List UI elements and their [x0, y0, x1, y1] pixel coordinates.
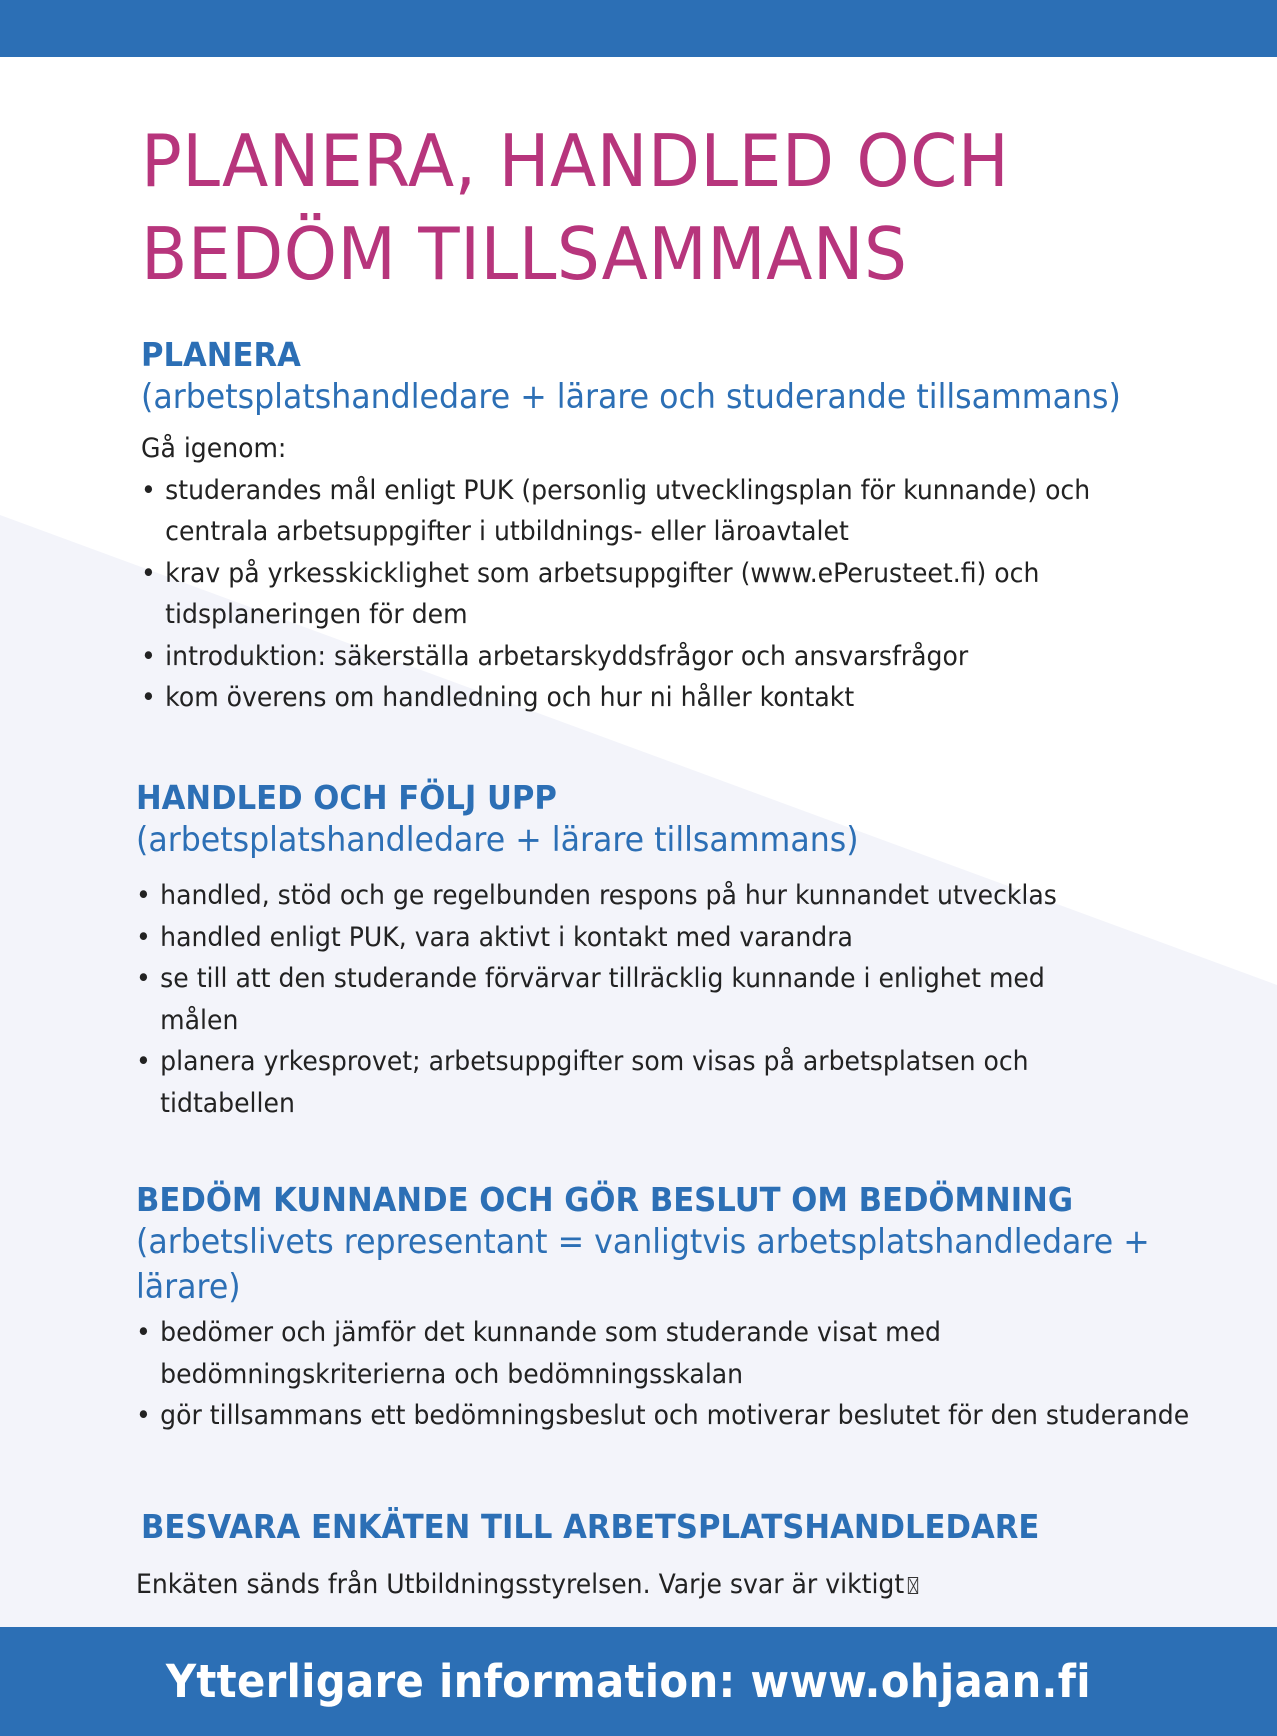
list-item — [136, 1041, 1057, 1124]
section-handled — [136, 778, 1126, 1124]
list-item-text: studerandes mål enligt PUK (personlig utvecklingsplan för kunnande) och — [165, 474, 1091, 506]
list-item — [136, 958, 1057, 1041]
page-title — [141, 115, 1009, 301]
bullet-icon: • — [141, 640, 156, 672]
bullet-list — [141, 470, 1121, 719]
list-item-text: introduktion: säkerställa arbetarskyddsfrågor och ansvarsfrågor — [165, 640, 969, 672]
survey-body — [136, 1564, 918, 1606]
list-item-text: centrala arbetsuppgifter i utbildnings- eller läroavtalet — [165, 516, 849, 547]
bullet-icon: • — [136, 1046, 151, 1077]
bullet-list — [136, 1312, 1189, 1437]
bullet-icon: • — [141, 682, 156, 713]
list-item-text: planera yrkesprovet; arbetsuppgifter som visas på arbetsplatsen och — [160, 1046, 1029, 1077]
bullet-icon: • — [141, 474, 156, 506]
footer-info-link-text: Ytterligare information: www.ohjaan.fi — [165, 1655, 1092, 1708]
section-body — [136, 875, 1057, 1124]
section-body — [141, 428, 1121, 719]
survey-body-text: Enkäten sänds från Utbildningsstyrelsen. Varje svar är viktigt — [136, 1569, 905, 1600]
title-line-1: PLANERA, HANDLED OCH — [141, 119, 1010, 203]
list-item — [136, 1312, 1189, 1395]
bullet-icon: • — [136, 921, 151, 953]
list-item-text: kom överens om handledning och hur ni håller kontakt — [165, 682, 855, 713]
section-subheading: (arbetsplatshandledare + lärare tillsammans) — [136, 820, 859, 860]
missing-glyph-icon — [908, 1577, 918, 1594]
bullet-list — [136, 875, 1057, 1124]
list-item-text: handled enligt PUK, vara aktivt i kontakt med varandra — [160, 921, 853, 953]
bullet-icon: • — [136, 1400, 151, 1431]
list-item-text: tidsplaneringen för dem — [165, 599, 468, 630]
section-intro: Gå igenom: — [141, 433, 287, 464]
list-item-text: krav på yrkesskicklighet som arbetsuppgifter (www.ePerusteet.fi) och — [165, 557, 1040, 589]
section-subheading: (arbetsplatshandledare + lärare och studerande tillsammans) — [141, 377, 1121, 417]
top-banner-bar — [0, 0, 1277, 57]
list-item-text: målen — [160, 1004, 239, 1036]
section-survey — [141, 1507, 1107, 1547]
section-heading: PLANERA — [141, 335, 301, 374]
section-heading: BESVARA ENKÄTEN TILL ARBETSPLATSHANDLEDARE — [141, 1507, 1040, 1546]
list-item-text: bedömer och jämför det kunnande som studerande visat med — [160, 1317, 941, 1348]
list-item — [141, 636, 1121, 678]
section-body — [136, 1312, 1189, 1437]
list-item-text: handled, stöd och ge regelbunden respons på hur kunnandet utvecklas — [160, 880, 1057, 911]
section-heading: BEDÖM KUNNANDE OCH GÖR BESLUT OM BEDÖMNING — [136, 1180, 1074, 1219]
section-subheading-line-1: (arbetslivets representant = vanligtvis arbetsplatshandledare + — [136, 1222, 1150, 1262]
list-item — [141, 677, 1121, 719]
bullet-icon: • — [136, 963, 151, 994]
list-item — [136, 1395, 1189, 1437]
list-item-text: tidtabellen — [160, 1087, 295, 1119]
footer-banner — [0, 1627, 1277, 1736]
list-item-text: gör tillsammans ett bedömningsbeslut och motiverar beslutet för den studerande — [160, 1400, 1190, 1431]
section-heading: HANDLED OCH FÖLJ UPP — [136, 778, 557, 817]
list-item — [136, 917, 1057, 959]
title-line-2: BEDÖM TILLSAMMANS — [141, 212, 908, 296]
list-item — [141, 470, 1121, 553]
list-item — [141, 553, 1121, 636]
list-item-text: se till att den studerande förvärvar tillräcklig kunnande i enlighet med — [160, 963, 1045, 994]
list-item-text: bedömningskriterierna och bedömningsskalan — [160, 1358, 744, 1390]
section-planera — [141, 335, 1195, 719]
section-bedom — [136, 1180, 1268, 1437]
section-subheading-line-2: lärare) — [136, 1267, 241, 1307]
bullet-icon: • — [136, 1317, 151, 1348]
bullet-icon: • — [136, 880, 151, 911]
bullet-icon: • — [141, 557, 156, 589]
list-item — [136, 875, 1057, 917]
